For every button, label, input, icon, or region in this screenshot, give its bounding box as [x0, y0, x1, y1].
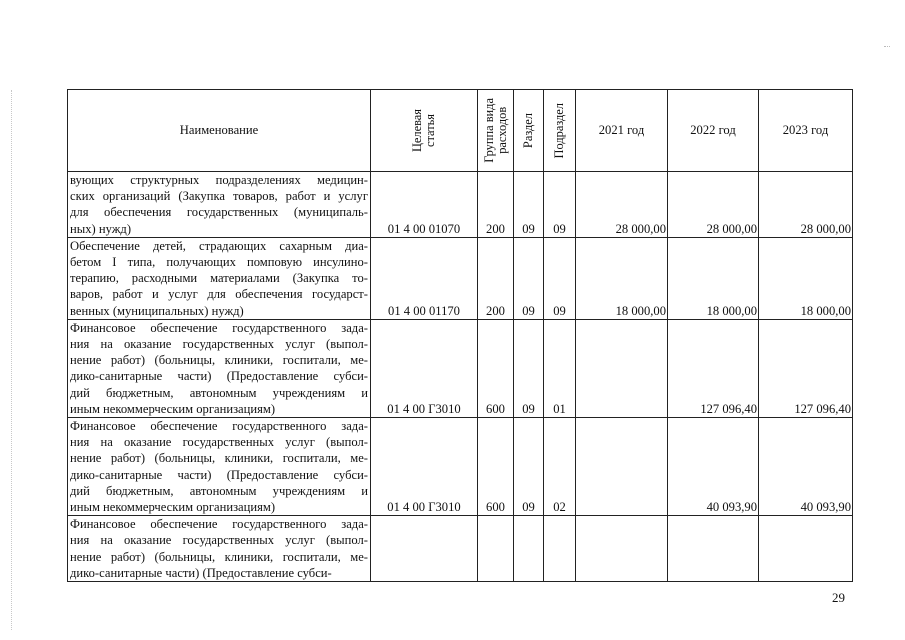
budget-table [67, 89, 853, 582]
cell-section [514, 237, 544, 319]
cell-amount-2021-value [576, 516, 666, 565]
cell-amount-2022 [668, 418, 759, 516]
description-line: ния на оказание государственных услуг (выпол- [70, 337, 368, 352]
cell-subsection-value: 01 [553, 401, 566, 416]
cell-amount-2023 [759, 237, 853, 319]
cell-expense-group-value: 200 [486, 221, 505, 236]
table-row [68, 237, 853, 319]
cell-subsection [544, 516, 576, 582]
cell-amount-2021 [576, 172, 668, 238]
cell-target-article [371, 172, 478, 238]
cell-amount-2023 [759, 516, 853, 582]
cell-amount-2022-value: 28 000,00 [706, 221, 757, 236]
cell-subsection [544, 418, 576, 516]
cell-name [68, 418, 371, 516]
description-line: венных (муниципальных) нужд) [70, 303, 244, 318]
table-row [68, 516, 853, 582]
table-row [68, 319, 853, 417]
cell-target-article [371, 237, 478, 319]
cell-amount-2021-value [576, 418, 666, 499]
description-line: дико-санитарные части) (Предоставление субси- [70, 369, 368, 384]
scan-corner-mark [884, 46, 890, 47]
cell-amount-2023-value: 127 096,40 [794, 401, 851, 416]
description-line: дий бюджетным, автономным учреждениям и [70, 385, 368, 400]
cell-section [514, 516, 544, 582]
cell-expense-group [478, 418, 514, 516]
cell-amount-2021 [576, 319, 668, 417]
cell-section-value: 09 [522, 303, 535, 318]
table-row [68, 418, 853, 516]
cell-target-article [371, 418, 478, 516]
description-line: дико-санитарные части) (Предоставление субси- [70, 467, 368, 482]
cell-name [68, 516, 371, 582]
cell-amount-2023-value: 28 000,00 [800, 221, 851, 236]
page-number: 29 [832, 590, 845, 605]
header-expense-group: Группа вида расходов [478, 90, 514, 172]
cell-target-article-value: 01 4 00 Г3010 [387, 401, 461, 416]
cell-expense-group [478, 172, 514, 238]
cell-amount-2023 [759, 418, 853, 516]
description-line: для обеспечения государственных (муниципаль- [70, 205, 368, 220]
header-subsection: Подраздел [544, 90, 576, 172]
cell-amount-2022 [668, 172, 759, 238]
row-description [70, 238, 368, 319]
cell-name [68, 237, 371, 319]
header-name: Наименование [68, 90, 371, 172]
cell-section [514, 418, 544, 516]
description-line: Финансовое обеспечение государственного зада- [70, 517, 368, 532]
description-line: иным некоммерческим организациям) [70, 401, 276, 416]
description-line: ния на оказание государственных услуг (выпол- [70, 435, 368, 450]
cell-subsection [544, 237, 576, 319]
cell-target-article-value: 01 4 00 01170 [388, 303, 460, 318]
cell-section-value [514, 516, 543, 565]
description-line: ских организаций (Закупка товаров, работ и услуг [70, 189, 368, 204]
description-line: Финансовое обеспечение государственного зада- [70, 419, 368, 434]
description-line: нение работ) (больницы, клиники, госпитали, ме- [70, 451, 368, 466]
cell-amount-2022-value: 18 000,00 [706, 303, 757, 318]
cell-amount-2021-value: 28 000,00 [615, 221, 666, 236]
scan-margin-mark [11, 90, 12, 630]
description-line: нение работ) (больницы, клиники, госпитали, ме- [70, 549, 368, 564]
description-line: бетом I типа, получающих помповую инсулино- [70, 255, 368, 270]
cell-target-article-value [371, 516, 477, 565]
cell-amount-2021-value [576, 320, 666, 401]
row-description [70, 418, 368, 515]
cell-section [514, 172, 544, 238]
cell-target-article [371, 319, 478, 417]
description-line: дико-санитарные части) (Предоставление субси- [70, 565, 332, 580]
row-description [70, 320, 368, 417]
cell-name [68, 319, 371, 417]
cell-expense-group-value [478, 516, 513, 565]
cell-amount-2021 [576, 418, 668, 516]
cell-expense-group [478, 516, 514, 582]
cell-section-value: 09 [522, 401, 535, 416]
cell-amount-2021 [576, 237, 668, 319]
cell-target-article-value: 01 4 00 01070 [387, 221, 461, 236]
description-line: дий бюджетным, автономным учреждениям и [70, 483, 368, 498]
cell-section-value: 09 [522, 500, 535, 515]
table-header-row [68, 90, 853, 172]
cell-subsection-value: 02 [553, 500, 566, 515]
cell-subsection-value [544, 516, 575, 565]
cell-amount-2022-value [668, 516, 757, 565]
header-section: Раздел [514, 90, 544, 172]
cell-expense-group-value: 200 [486, 303, 505, 318]
cell-amount-2023-value: 18 000,00 [800, 303, 851, 318]
description-line: ния на оказание государственных услуг (выпол- [70, 533, 368, 548]
table-row [68, 172, 853, 238]
cell-amount-2022 [668, 237, 759, 319]
cell-expense-group-value: 600 [486, 401, 505, 416]
header-year-2022: 2022 год [668, 90, 759, 172]
cell-subsection [544, 319, 576, 417]
cell-amount-2021-value: 18 000,00 [615, 303, 666, 318]
cell-amount-2021 [576, 516, 668, 582]
cell-amount-2022-value: 40 093,90 [706, 500, 757, 515]
description-line: иным некоммерческим организациям) [70, 500, 276, 515]
description-line: варов, работ и услуг для обеспечения государст- [70, 287, 368, 302]
cell-section [514, 319, 544, 417]
cell-amount-2023-value [759, 516, 851, 565]
description-line: Финансовое обеспечение государственного зада- [70, 320, 368, 335]
cell-target-article [371, 516, 478, 582]
cell-amount-2022 [668, 516, 759, 582]
row-description [70, 172, 368, 237]
cell-expense-group [478, 319, 514, 417]
header-target-article: Целевая статья [371, 90, 478, 172]
description-line: ных) нужд) [70, 221, 132, 236]
cell-amount-2023-value: 40 093,90 [800, 500, 851, 515]
row-description [70, 516, 368, 581]
header-year-2023: 2023 год [759, 90, 853, 172]
cell-name [68, 172, 371, 238]
cell-amount-2023 [759, 172, 853, 238]
cell-expense-group-value: 600 [486, 500, 505, 515]
description-line: вующих структурных подразделениях медицин- [70, 173, 368, 187]
description-line: Обеспечение детей, страдающих сахарным диа- [70, 238, 368, 253]
description-line: терапию, расходными материалами (Закупка то- [70, 271, 368, 286]
cell-amount-2022-value: 127 096,40 [700, 401, 757, 416]
header-year-2021: 2021 год [576, 90, 668, 172]
cell-subsection-value: 09 [553, 303, 566, 318]
cell-target-article-value: 01 4 00 Г3010 [387, 500, 461, 515]
cell-amount-2023 [759, 319, 853, 417]
cell-amount-2022 [668, 319, 759, 417]
description-line: нение работ) (больницы, клиники, госпитали, ме- [70, 353, 368, 368]
cell-section-value: 09 [522, 221, 535, 236]
cell-subsection-value: 09 [553, 221, 566, 236]
cell-expense-group [478, 237, 514, 319]
cell-subsection [544, 172, 576, 238]
